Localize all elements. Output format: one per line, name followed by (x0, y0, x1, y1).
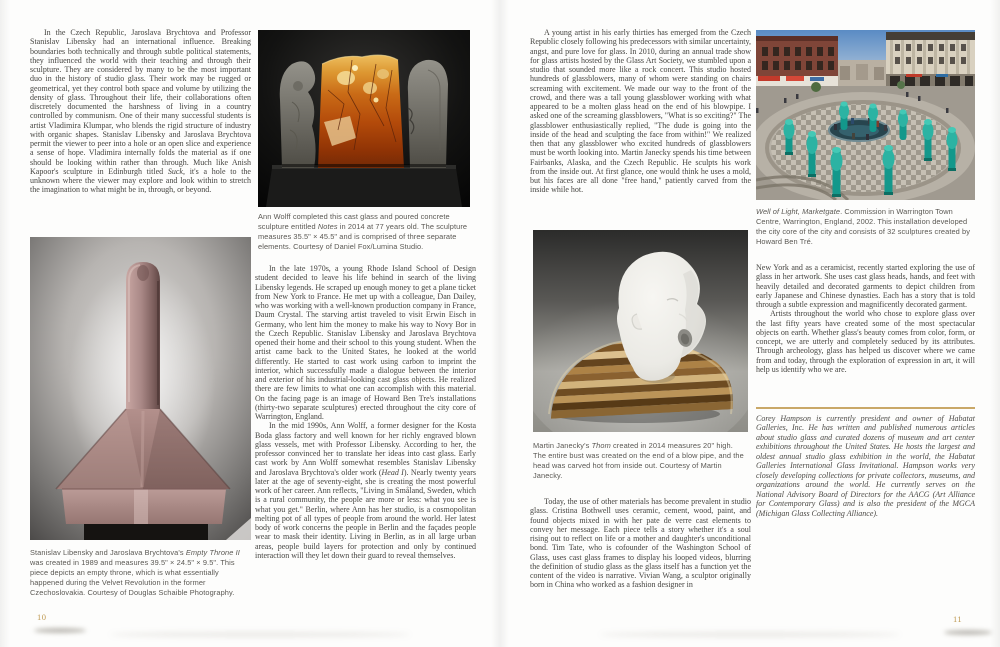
page-gutter (491, 0, 509, 647)
paragraph (30, 28, 251, 195)
artwork-title-inline: Head I (381, 467, 404, 477)
page-edge-shadow-right (990, 0, 1000, 647)
thom-bust-photo (533, 230, 748, 432)
paragraph: In the late 1970s, a young Rhode Island School of Design student decided to leave his life behind in search of the living Libensky legends. He scraped up enough money to get a plane ticket from New York to France. He met up with a colleague, Dan Dailey, who was working with a well-known production company in France, Daum Crystal. The starving artist traveled to visit Erwin Eisch in Germany, who lent him the money to make his way to Novy Bor in the Czech Republic. Stanislav Libensky and Jaroslava Brychtova opened their home and their school to this young student. When the artist came back to the United States, he looked at the world differently. He started to cast work using carbon to imprint the interior, which successfully made a dialogue between the interior and exterior of his industrial-looking cast glass objects. He realized there are few limits to what one can accomplish with this material. On the facing page is an image of Howard Ben Tre's installations (thirty-two separate sculptures) erected throughout the city core of Warrington, England. (255, 264, 476, 421)
artwork-title: Notes (317, 221, 338, 231)
paragraph: New York and as a ceramicist, recently started exploring the use of glass in her artwork. She uses cast glass heads, hands, and feet with heavily detailed and decorated garments to depict children from early Japanese and Chinese dynasties. Each has a story that is told through a subtle expression and magnificently decorated garment. (756, 263, 975, 309)
empty-throne-caption (30, 548, 248, 598)
artwork-title-inline: Suck (167, 166, 183, 176)
caption-text: Ann Wolff completed this cast glass and poured concrete sculpture entitled (258, 212, 450, 231)
paragraph: Artists throughout the world who chose to explore glass over the last fifty years have created some of the most spectacular objects on earth. Whether glass's beauty comes from color, form, or concept, we are utterly and completely seduced by its attributes. Through archeology, glass has helped us discover where we came from and today, through the exploration of expression in art, it will help us identify who we are. (756, 309, 975, 374)
artwork-title: Thom (591, 441, 611, 450)
article-column-3-continued (530, 497, 751, 590)
article-column-1 (30, 28, 251, 195)
caption-text: Martin Janecky's (533, 441, 592, 450)
warrington-installation-illustration (756, 30, 975, 200)
paragraph: Today, the use of other materials has become prevalent in studio glass. Cristina Bothwell uses ceramic, cement, wood, paint, and found objects mixed in with her pate de verre cast elements to convey her message. Each piece tells a story whether it's a soul rising out to reflect on life or a mother and daughter's unconditional bond. Tim Tate, who is cofounder of the Washington School of Glass, uses cast glass frames to display his looped videos, blurring the definition of studio glass as the glass itself has a function yet the content of the video is narrative. Vivian Wang, a sculptor originally born in China who worked as a fashion designer in (530, 497, 751, 590)
notes-caption (258, 212, 468, 252)
page-bottom-shadow (110, 632, 410, 637)
caption-text: created in 2014 measures 20" high. The entire bust was created on the end of a blow pipe, and the head was carved hot from inside out. Courtesy of Martin Janecky. (533, 441, 744, 480)
paragraph-text: , it's a hole to the unknown where the viewer may explore and look within to stretch the imagination to what might be in, through, or beyond. (30, 166, 251, 195)
empty-throne-illustration (30, 237, 251, 540)
page-bottom-shadow (600, 632, 900, 637)
author-bio: Corey Hampson is currently president and owner of Habatat Galleries, Inc. He has written and published numerous articles about studio glass and curated dozens of museum and art center exhibitions throughout the United States. He hosts the largest and oldest annual studio glass exhibition in the world, the Habatat Galleries International Glass Invitational. Hampson works very closely developing collections for private collectors, museums, and organizations around the world. He currently serves on the National Advisory Board of Directors for the AACG (Art Alliance for Contemporary Glass) and is also the president of the MGCA (Michigan Glass Collecting Alliance). (756, 414, 975, 518)
caption-text: in 2014 at 77 years old. The sculpture measures 35.5" × 45.5" and is comprised of three separate elements. Courtesy of Daniel Fox/Lumina Studio. (258, 221, 468, 251)
paragraph-text: In the Czech Republic, Jaroslava Brychtova and Professor Stanislav Libensky had an international influence. Breaking boundaries both technically and through subtle political statements, they influenced the world with their teaching and through their sculpture. They are considered by many to be the most important duo in the history of studio glass. Their work may be rugged or geometrical, yet they control both space and volume by utilizing the density of glass. Throughout their life, their collaborations often discretely documented the harshness of living in a country controlled by communism. One of their many successful students is artist Vladimira Klumpar, who blends the rigid structure of industry with organic shapes. Stanislav Libensky and Jaroslava Brychtova permit the viewer to peer into a hole or an open slice and experience a sense of hope. Vladimira internally folds the material as if one should be looking within rather than through. Much like Anish Kapoor's sculpture in Edinburgh titled (30, 28, 251, 176)
article-column-4 (756, 263, 975, 374)
paragraph: A young artist in his early thirties has emerged from the Czech Republic closely following his predecessors with similar uncertainty, angst, and pure love for glass. In 2010, during an annual trade show for glass artists hosted by the Glass Art Society, we stumbled upon a studio that sounded more like a rock concert. This studio hosted hundreds of glassblowers, many of whom were standing on chairs screaming with excitement. We made our way to the front of the crowd, and there was a tall young glassblower working with what appeared to be a molten glass head on the end of his blowpipe. I asked one of the screaming glassblowers, "What is so exciting?" The glassblower enthusiastically replied, "The dude is going into the inside of the head and sculpting the face from within!" We realized then that any glassblower who excited hundreds of glassblowers must be worth looking into. Martin Janecky spends his time between Fairbanks, Alaska, and the Czech Republic. He sculpts his work from the inside out. At first glance, one would think he uses a mold, but his faces are all done "free hand," patiently carved from the inside while hot. (530, 28, 751, 195)
artwork-title: Well of Light, Marketgate (756, 207, 841, 216)
empty-throne-photo (30, 237, 251, 540)
caption-text: Stanislav Libensky and Jaroslava Brychtova's (30, 548, 186, 557)
paragraph (255, 421, 476, 560)
thom-caption (533, 441, 745, 481)
page-corner-shadow (34, 628, 86, 633)
notes-sculpture-illustration (258, 30, 470, 207)
well-of-light-caption (756, 207, 972, 247)
caption-text: was created in 1989 and measures 39.5" × 24.5" × 9.5". This piece depicts an empty throne, which is what essentially happened during the Velvet Revolution in the former Czechoslovakia. Courtesy of Douglas Schaible Photography. (30, 557, 235, 597)
thom-bust-illustration (533, 230, 748, 432)
bio-divider-rule (756, 407, 975, 409)
page-corner-shadow (944, 630, 992, 635)
page-number: 10 (37, 612, 47, 622)
article-column-3 (530, 28, 751, 195)
paragraph-text: In the mid 1990s, Ann Wolff, a former designer for the Kosta Boda glass factory and well known for her richly engraved blown glass vessels, met with Professor Libensky. According to her, the professor convinced her to translate her ideas into cast glass. Early cast work by Ann Wolff somewhat resembles Stanislav Libensky and Jaroslava Brychtova's older work ( (255, 421, 476, 477)
artwork-title: Empty Throne II (185, 548, 240, 557)
page-number: 11 (953, 614, 963, 624)
paragraph-text: ). Nearly twenty years later at the age of seventy-eight, she is creating the most powerful work of her career. Ann reflects, "Living in Småland, Sweden, which is a rural community, the people are more or less: what you see is what you get." Berlin, where Ann has her studio, is a cosmopolitan melting pot of all types of people from around the world. Her latest body of work concerns the people in Berlin and the façades people wear to mask their identity. Living in Berlin, as in all large urban areas, people build layers for protection and only by continued interaction will they let down their guard to reveal themselves. (255, 467, 476, 560)
caption-text: . Commission in Warrington Town Centre, Warrington, England, 2002. This installation developed the city core of the city and consists of 32 sculptures created by Howard Ben Tré. (756, 207, 971, 246)
article-column-2 (255, 264, 476, 560)
warrington-installation-photo (756, 30, 975, 200)
page-edge-shadow-left (0, 0, 10, 647)
notes-sculpture-photo (258, 30, 470, 207)
